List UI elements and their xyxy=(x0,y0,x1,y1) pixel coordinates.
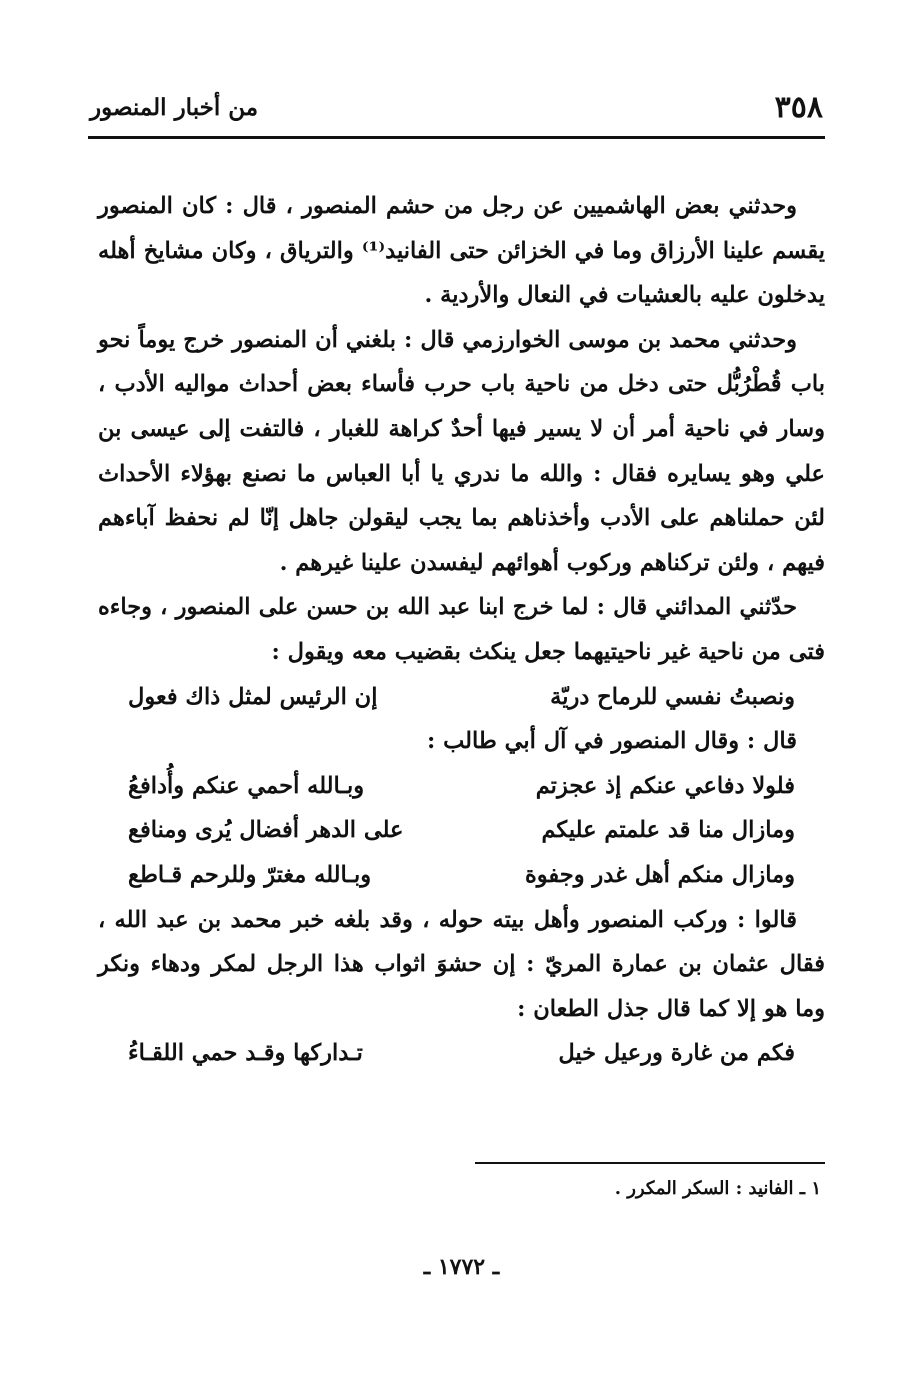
body-text xyxy=(98,184,825,1076)
verse-1-first-hemistich: ونصبتُ نفسي للرماح دريّة xyxy=(550,683,795,710)
paragraph-3: حدّثني المدائني قال : لما خرج ابنا عبد الله بن حسن على المنصور ، وجاءه فتى من ناحية غير ناحيتيهما جعل ينكث بقضيب معه ويقول : xyxy=(98,594,825,665)
verse-1-second-hemistich: إن الرئيس لمثل ذاك فعول xyxy=(128,683,378,710)
footnote: ١ ـ الفانيد : السكر المكرر . xyxy=(614,1178,821,1199)
verse-3 xyxy=(98,808,825,853)
verse-2 xyxy=(98,764,825,809)
paragraph-2: وحدثني محمد بن موسى الخوارزمي قال : بلغني أن المنصور خرج يوماً نحو باب قُطْرُبُّل حتى دخل من ناحية باب حرب فأساء بعض أحداث مواليه الأدب ، وسار في ناحية أمر أن لا يسير فيها أحدٌ كراهة للغبار ، فالتفت إلى عيسى بن علي وهو يسايره فقال : والله ما ندري يا أبا العباس ما نصنع بهؤلاء الأحداث لئن حملناهم على الأدب وأخذناهم بما يجب ليقولن جاهل إنّا لم نحفظ آباءهم فيهم ، ولئن تركناهم وركوب أهوائهم ليفسدن علينا غيرهم . xyxy=(98,326,825,576)
verse-3-second-hemistich: على الدهر أفضال يُرى ومنافع xyxy=(128,817,404,844)
section-title: من أخبار المنصور xyxy=(90,94,259,121)
verse-2-first-hemistich: فلولا دفاعي عنكم إذ عجزتم xyxy=(535,772,795,799)
folio-number: ـ ١٧٧٢ ـ xyxy=(423,1254,500,1280)
footnote-rule xyxy=(475,1162,825,1164)
paragraph-4: قال : وقال المنصور في آل أبي طالب : xyxy=(426,728,797,755)
verse-2-second-hemistich: وبـالله أحمي عنكم وأُدافعُ xyxy=(128,772,365,799)
verse-4-first-hemistich: ومازال منكم أهل غدر وجفوة xyxy=(525,861,795,888)
verse-4 xyxy=(98,853,825,898)
header-rule xyxy=(88,136,825,139)
paragraph-5: قالوا : وركب المنصور وأهل بيته حوله ، وقد بلغه خبر محمد بن عبد الله ، فقال عثمان بن عمارة المريّ : إن حشوَ اثواب هذا الرجل لمكر ودهاء ونكر وما هو إلا كما قال جذل الطعان : xyxy=(98,906,825,1022)
verse-5-second-hemistich: تـداركها وقـد حمي اللقـاءُ xyxy=(128,1040,363,1067)
verse-5 xyxy=(98,1031,825,1076)
verse-5-first-hemistich: فكم من غارة ورعيل خيل xyxy=(558,1040,795,1067)
verse-3-first-hemistich: ومازال منا قد علمتم عليكم xyxy=(541,817,795,844)
page-number: ٣٥٨ xyxy=(774,90,823,125)
verse-4-second-hemistich: وبـالله مغترّ وللرحم قـاطع xyxy=(128,861,372,888)
paragraph-1: وحدثني بعض الهاشميين عن رجل من حشم المنصور ، قال : كان المنصور يقسم علينا الأرزاق وما في الخزائن حتى الفانيد⁽¹⁾ والترياق ، وكان مشايخ أهله يدخلون عليه بالعشيات في النعال والأردية . xyxy=(98,193,825,309)
verse-1 xyxy=(98,675,825,720)
running-head xyxy=(90,88,823,130)
